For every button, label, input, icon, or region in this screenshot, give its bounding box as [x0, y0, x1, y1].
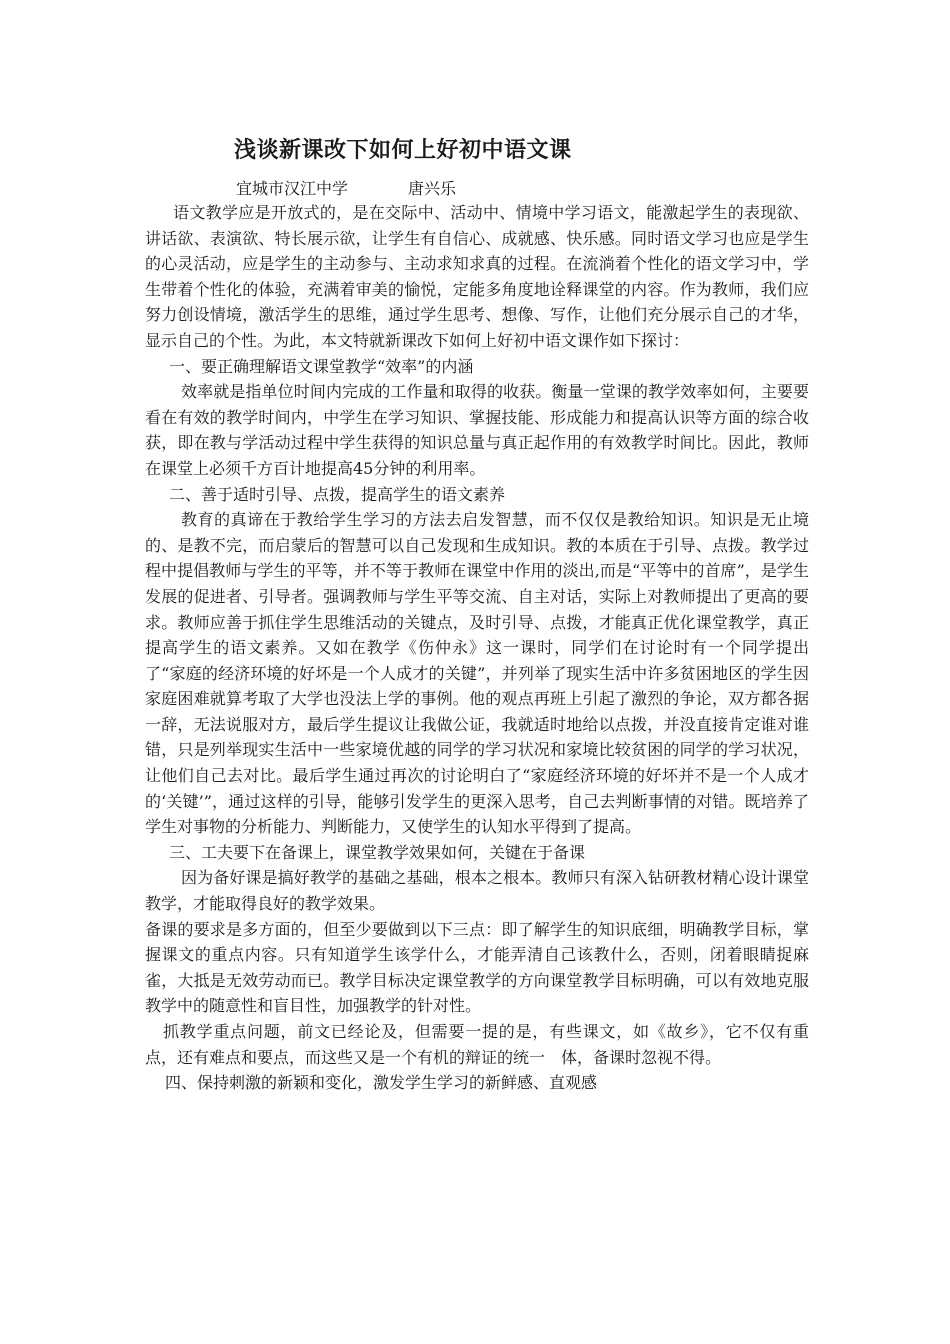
body-paragraph: 效率就是指单位时间内完成的工作量和取得的收获。衡量一堂课的教学效率如何，主要要看在有效的教学时间内，中学生在学习知识、掌握技能、形成能力和提高认识等方面的综合收获，即在教与学活动过程中学生获得的知识总量与真正起作用的有效教学时间比。因此，教师在课堂上必须千方百计地提高45分钟的利用率。 — [145, 382, 809, 478]
body-paragraph: 因为备好课是搞好教学的基础之基础，根本之根本。教师只有深入钻研教材精心设计课堂教学，才能取得良好的教学效果。 — [145, 868, 809, 914]
section-heading-4: 四、保持刺激的新颖和变化，激发学生学习的新鲜感、直观感 — [165, 1073, 598, 1093]
section-heading-3: 三、工夫要下在备课上，课堂教学效果如何，关键在于备课 — [169, 842, 586, 862]
intro-paragraph: 语文教学应是开放式的，是在交际中、活动中、情境中学习语文，能激起学生的表现欲、讲话欲、表演欲、特长展示欲，让学生有自信心、成就感、快乐感。同时语文学习也应是学生的心灵活动，应是学生的主动参与、主动求知求真的过程。在流淌着个性化的语文学习中，学生带着个性化的体验，充满着审美的愉悦，定能多角度地诠释课堂的内容。作为教师，我们应努力创设情境，激活学生的思维，通过学生思考、想像、写作，让他们充分展示自己的才华，显示自己的个性。为此，本文特就新课改下如何上好初中语文课作如下探讨： — [145, 203, 809, 350]
body-paragraph: 抓教学重点问题，前文已经论及，但需要一提的是，有些课文，如《故乡》，它不仅有重点，还有难点和要点，而这些又是一个有机的辩证的统一 体，备课时忽视不得。 — [145, 1022, 809, 1067]
document-title: 浅谈新课改下如何上好初中语文课 — [234, 137, 572, 163]
section-heading-1: 一、要正确理解语文课堂教学“效率”的内涵 — [169, 356, 474, 376]
body-paragraph: 教育的真谛在于教给学生学习的方法去启发智慧，而不仅仅是教给知识。知识是无止境的、是教不完，而启蒙后的智慧可以自己发现和生成知识。教的本质在于引导、点拨。教学过程中提倡教师与学生的平等，并不等于教师在课堂中作用的淡出,而是“平等中的首席”，是学生发展的促进者、引导者。强调教师与学生平等交流、自主对话，实际上对教师提出了更高的要求。教师应善于抓住学生思维活动的关键点，及时引导、点拨，才能真正优化课堂教学，真正提高学生的语文素养。又如在教学《伤仲永》这一课时，同学们在讨论时有一个同学提出了“家庭的经济环境的好坏是一个人成才的关键”，并列举了现实生活中许多贫困地区的学生因家庭困难就算考取了大学也没法上学的事例。他的观点再班上引起了激烈的争论，双方都各据一辞，无法说服对方，最后学生提议让我做公证，我就适时地给以点拨，并没直接肯定谁对谁错，只是列举现实生活中一些家境优越的同学的学习状况和家境比较贫困的同学的学习状况，让他们自己去对比。最后学生通过再次的讨论明白了“家庭经济环境的好坏并不是一个人成才的‘关键’”，通过这样的引导，能够引发学生的更深入思考，自己去判断事情的对错。既培养了学生对事物的分析能力、判断能力，又使学生的认知水平得到了提高。 — [145, 510, 809, 837]
school-name: 宜城市汉江中学 — [236, 179, 349, 198]
document-body — [145, 200, 809, 1096]
section-heading-2: 二、善于适时引导、点拨，提高学生的语文素养 — [169, 484, 506, 504]
author-name: 唐兴乐 — [408, 179, 457, 198]
body-paragraph: 备课的要求是多方面的，但至少要做到以下三点：即了解学生的知识底细，明确教学目标，掌握课文的重点内容。只有知道学生该学什么，才能弄清自己该教什么，否则，闭着眼睛捉麻雀，大抵是无效劳动而已。教学目标决定课堂教学的方向课堂教学目标明确，可以有效地克服教学中的随意性和盲目性，加强教学的针对性。 — [145, 919, 809, 1016]
byline — [236, 176, 456, 199]
